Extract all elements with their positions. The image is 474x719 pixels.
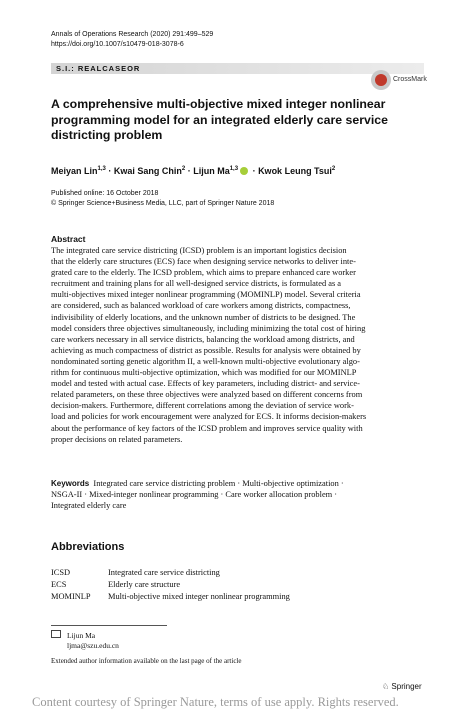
copyright-notice: © Springer Science+Business Media, LLC, part of Springer Nature 2018 <box>51 200 275 207</box>
doi-link[interactable]: https://doi.org/10.1007/s10479-018-3078-6 <box>51 41 184 48</box>
crossmark-label: CrossMark <box>393 76 427 83</box>
author-name[interactable]: Lijun Ma <box>193 166 230 176</box>
journal-header <box>51 30 213 50</box>
abstract-line: model considers three objectives simultaneously, including minimizing the total cost of hiring <box>51 323 366 333</box>
abstract-line: The integrated care service districting (ICSD) problem is an important logistics decision <box>51 246 347 255</box>
abstract-line: related parameters, on these three objectives were analyzed based on different concerns from <box>51 390 363 400</box>
abstract-heading: Abstract <box>51 234 86 244</box>
crossmark-icon <box>371 70 391 90</box>
abbreviation-term: ECS <box>51 580 67 589</box>
abstract-line: achieving as much compactness of district as possible. Results for analysis were obtained by <box>51 345 361 355</box>
author-affiliation: 2 <box>181 166 186 172</box>
abbreviation-row <box>51 579 180 590</box>
author-affiliation: 1,3 <box>229 166 239 172</box>
abstract-line: indivisibility of elderly locations, and the unknown number of districts to be designed. The <box>51 312 356 322</box>
abstract-line: grated care to the elderly. The ICSD problem, which aims to prepare enhanced care worker <box>51 268 356 278</box>
abstract-line: recruitment and training plans for all well-designed service districts, is formulated as a <box>51 279 342 289</box>
courtesy-watermark: Content courtesy of Springer Nature, terms of use apply. Rights reserved. <box>32 695 399 709</box>
correspondence-block <box>51 630 119 651</box>
abstract-body <box>51 245 424 445</box>
springer-horse-icon: ♘ <box>382 682 390 691</box>
abstract-line: that the elderly care structures (ECS) face when designing service networks to deliver inte- <box>51 257 356 267</box>
corresponding-author: Lijun Ma <box>67 631 96 640</box>
keywords-label: Keywords <box>51 479 90 488</box>
keywords-line: NSGA-II · Mixed-integer nonlinear programming · Care worker allocation problem · <box>51 490 338 500</box>
abbreviation-definition: Multi-objective mixed integer nonlinear programming <box>108 592 290 601</box>
abbreviation-row <box>51 591 290 602</box>
abstract-line: decision-makers. Furthermore, different correlations among the deviation of service work- <box>51 401 354 411</box>
abstract-line: about the performance of key factors of the ICSD problem and improves service quality with <box>51 423 363 433</box>
publisher-name: Springer <box>391 682 422 691</box>
section-bar <box>51 63 424 74</box>
published-date: Published online: 16 October 2018 <box>51 190 159 197</box>
abstract-line: rithm for continuous multi-objective optimization, which was modified for our MOMINLP <box>51 368 357 378</box>
journal-citation: Annals of Operations Research (2020) 291:499–529 <box>51 31 214 38</box>
abstract-line: nondominated sorting genetic algorithm II, a well-known multi-objective evolutionary algo- <box>51 356 360 366</box>
keywords-line: Integrated care service districting problem · Multi-objective optimization · <box>93 479 344 488</box>
abbreviations-heading: Abbreviations <box>51 541 125 553</box>
abstract-line: care workers necessary in all service districts, balancing the workload among districts, and <box>51 334 355 344</box>
author-list: Meiyan Lin$^{1,3}$ · Kwai Sang Chin$^2$ · Lijun Ma$^{1,3}$ · Kwok Leung Tsui$^2$ <box>51 166 336 176</box>
author-name[interactable]: Kwok Leung Tsui <box>258 166 332 176</box>
abstract-line: load and policies for work encouragement were analyzed for ECS. It informs decision-makers <box>51 412 367 422</box>
keywords-line: Integrated elderly care <box>51 501 127 511</box>
author-email[interactable]: ljma@szu.edu.cn <box>67 641 119 650</box>
section-label: S.I.: REALCASEOR <box>56 64 141 73</box>
publisher-logo <box>382 682 422 691</box>
extended-author-note: Extended author information available on the last page of the article <box>51 657 242 665</box>
footnote-divider <box>51 625 167 626</box>
abbreviation-definition: Integrated care service districting <box>108 568 220 577</box>
abbreviation-term: MOMINLP <box>51 592 91 601</box>
abbreviation-definition: Elderly care structure <box>108 580 181 589</box>
author-name[interactable]: Meiyan Lin <box>51 166 98 176</box>
publication-info <box>51 189 274 209</box>
keywords-block <box>51 478 424 511</box>
orcid-icon[interactable] <box>240 167 248 175</box>
abstract-line: multi-objectives mixed integer nonlinear programming (MOMINLP) model. Several criteria <box>51 290 361 300</box>
abstract-line: model and tested with actual case. Effects of key parameters, including district- and service- <box>51 379 360 389</box>
abbreviation-row <box>51 567 220 578</box>
envelope-icon <box>51 630 61 638</box>
author-affiliation: 2 <box>331 166 336 172</box>
abstract-line: proper decisions on related parameters. <box>51 434 183 444</box>
article-title: A comprehensive multi-objective mixed integer nonlinear programming model for an integrated elderly care service districting problem <box>51 97 388 142</box>
abstract-line: are considered, such as balanced workload of care workers among districts, compactness, <box>51 301 351 311</box>
crossmark-badge[interactable] <box>371 70 427 90</box>
author-name[interactable]: Kwai Sang Chin <box>113 166 182 176</box>
author-affiliation: 1,3 <box>97 166 106 172</box>
abbreviation-term: ICSD <box>51 568 71 577</box>
